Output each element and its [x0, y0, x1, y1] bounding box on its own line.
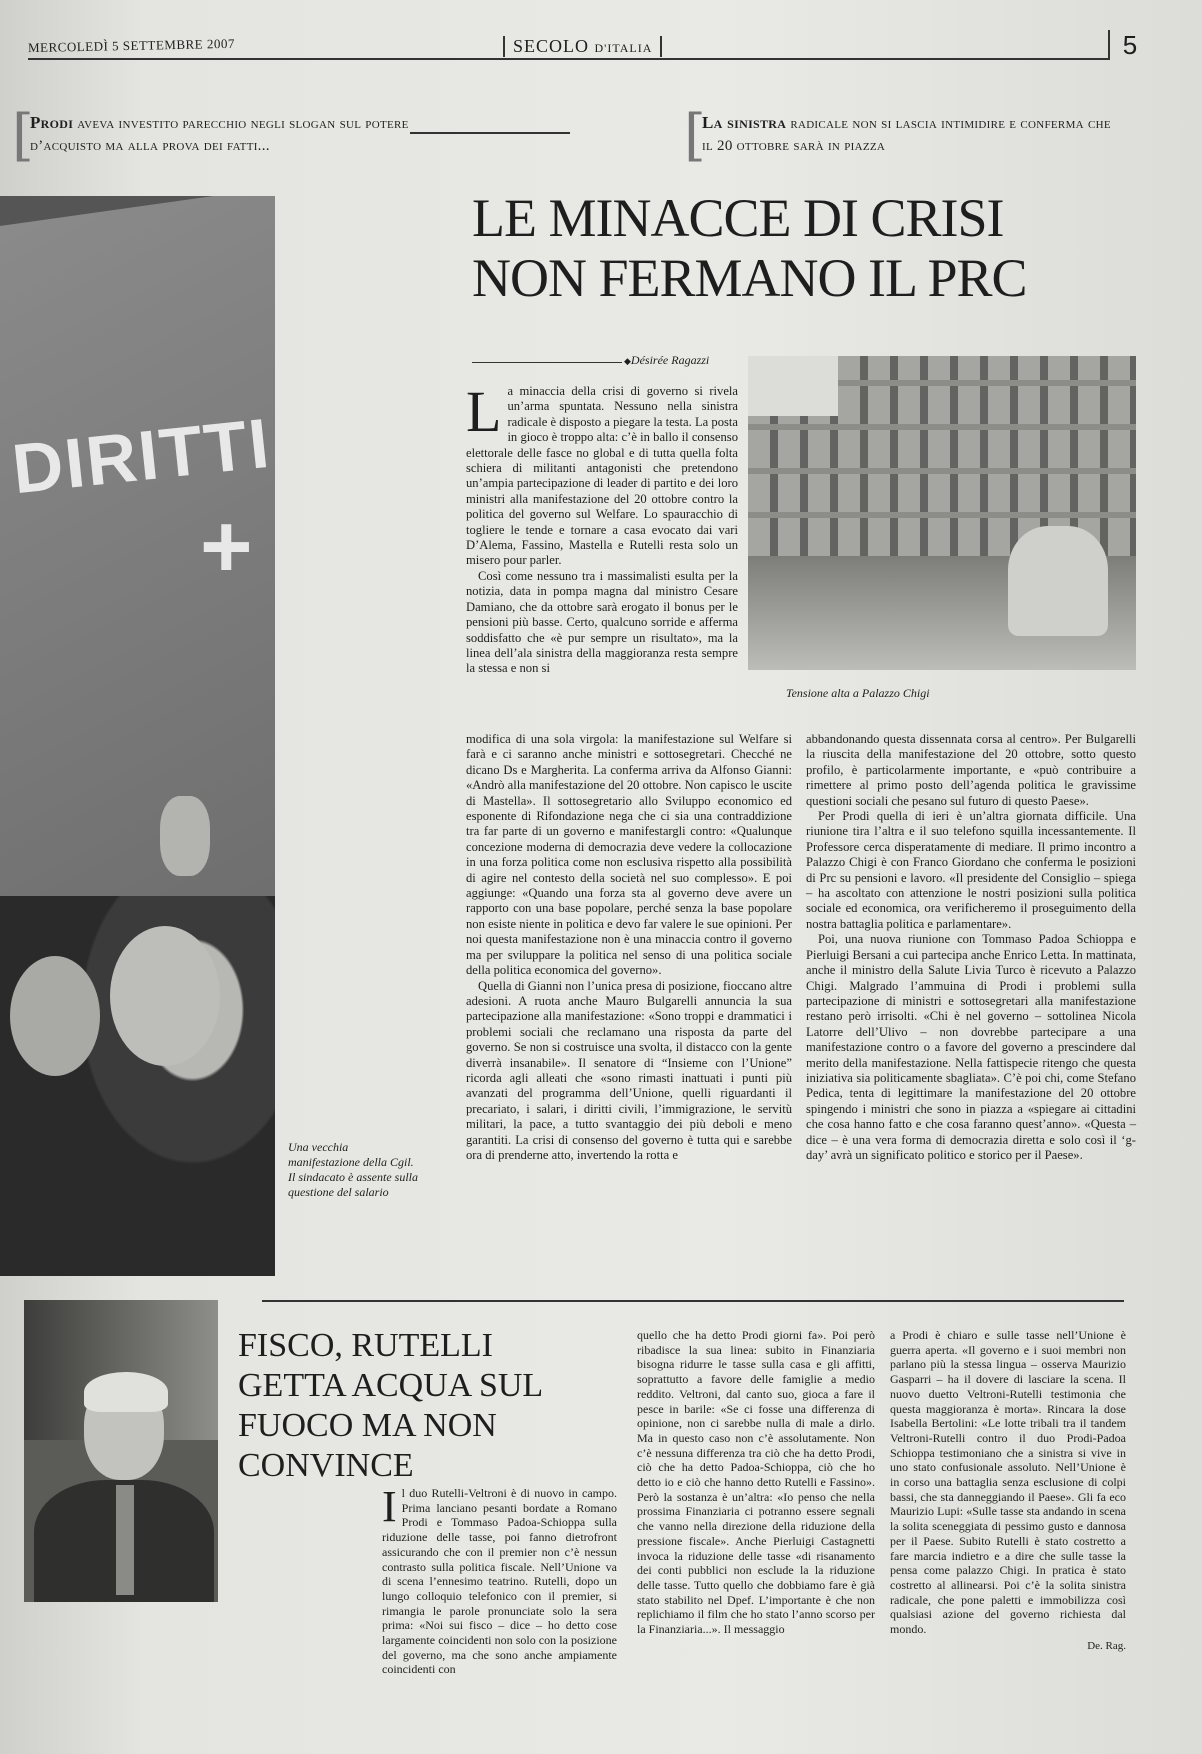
sky [748, 356, 838, 416]
article1-paragraph: modifica di una sola virgola: la manifestazione sul Welfare si farà e ci saranno anche ministri e sottosegretari. Checché ne dicano Ds e Margherita. La conferma arriva da Alfonso Gianni: «Andrò alla manifestazione del 20 ottobre. Non capisco le uscite di Mastella». Il sottosegretario allo Sviluppo economico ed esponente di Rifondazione nega che ci sia una contraddizione tra far parte di un governo e manifestargli contro: «Qualunque concezione moderna di democrazia deve vedere la collocazione in una forza politica come non esclusiva rispetto alla possibilità di agire nel contesto della società nel suo complesso». E poi aggiunge: «Quando una forza sta al governo deve avere un rapporto con una base popolare, perché senza la base popolare non esiste niente in politica e devo far valere le sue opinioni. Per noi questa manifestazione non è una minaccia contro il governo ma per sviluppare la politica nel senso di una politica sociale della politica economica del governo». [466, 732, 792, 978]
article1-column-1 [466, 379, 738, 677]
article2-column-1 [382, 1482, 617, 1677]
banner-plus: + [200, 497, 253, 597]
palazzo-chigi-photo [748, 356, 1136, 670]
article1-column-2 [466, 732, 792, 1163]
main-headline: LE MINACCE DI CRISI NON FERMANO IL PRC [472, 188, 1027, 308]
palazzo-photo-caption: Tensione alta a Palazzo Chigi [786, 686, 930, 700]
article1-paragraph: Quella di Gianni non l’unica presa di posizione, fioccano altre adesioni. A ruota anche Mauro Bulgarelli annuncia la sua partecipazione alla manifestazione: «Sono troppi e drammatici i problemi sociali che reclamano una risposta da parte del governo. Se non si costruisce una svolta, il distacco con la gente diverrà insanabile». Il senatore di “Insieme con l’Unione” ricorda agli alleati che «sono rimasti inattuati i punti più avanzati del programma dell’Unione, quelli riguardanti il precariato, i salari, i diritti civili, l’immigrazione, le servitù militari, la pace, a tutto svantaggio dei più deboli e meno garantiti. La crisi di consenso del governo è tutta qui e sarebbe ora di prenderne atto, invertendo la rotta e [466, 978, 792, 1162]
kicker-left [12, 103, 410, 168]
article2-paragraph [382, 1482, 617, 1677]
article1-paragraph [466, 379, 738, 569]
bracket-right-icon: [ [684, 103, 707, 168]
article2-column-3 [890, 1328, 1126, 1653]
masthead [28, 30, 1138, 64]
paper-name-suffix: D'ITALIA [594, 41, 653, 55]
second-headline: FISCO, RUTELLI GETTA ACQUA SUL FUOCO MA NON CONVINCE [238, 1327, 542, 1484]
raised-fist [160, 796, 210, 876]
kicker-right-lead: La sinistra [702, 113, 787, 132]
paper-name-main: SECOLO [513, 36, 590, 56]
paper-name [503, 36, 662, 57]
article1-paragraph: Così come nessuno tra i massimalisti esulta per la notizia, data in pompa magna dal ministro Cesare Damiano, che da ottobre sarà erogato il bonus per le pensioni più basse. Certo, qualcuno sorride e afferma soddisfatto che «è pur sempre un risultato», ma la linea dell’ala sinistra della maggioranza resta sempre la stessa e non si [466, 568, 738, 676]
article1-paragraph: Poi, una nuova riunione con Tommaso Padoa Schioppa e Pierluigi Bersani a cui partecipa anche Enrico Letta. In mattinata, anche il ministro della Salute Livia Turco è ricevuto a Palazzo Chigi. Malgrado l’ammuina di Prodi i problemi sulla partecipazione di ministri e sottosegretari alla manifestazione restano però irrisolti. «Chi è nel governo – sottolinea Nicola Latorre dell’Ulivo – non dovrebbe partecipare a una manifestazione contro o a favore del governo a prescindere dal merito della manifestazione. Nella fattispecie ritengo che questa iniziativa sia politicamente sbagliata». C’è poi chi, come Stefano Pedica, tenta di legittimare la manifestazione del 20 ottobre spingendo i ministri che sono in piazza a «spiegare ai cittadini che cosa hanno fatto e che cosa faranno quest’anno». «Questa – dice – è una vera forma di democrazia diretta e solo così il ‘g-day’ avrà un significato politico e storico per il Paese». [806, 932, 1136, 1162]
kicker-right [684, 103, 1122, 168]
kicker-left-rule [410, 132, 570, 134]
tie [116, 1485, 134, 1595]
hair [84, 1372, 168, 1412]
issue-date: MERCOLEDÌ 5 SETTEMBRE 2007 [27, 35, 236, 56]
protest-photo-caption: Una vecchia manifestazione della Cgil. Il sindacato è assente sulla questione del salario [288, 1140, 418, 1199]
article1-paragraph: abbandonando questa dissennata corsa al centro». Per Bulgarelli la riuscita della manifestazione del 20 ottobre, sotto questo profilo, è particolarmente importante, e «può contribuire a rimettere al primo posto dell’agenda politica le gravissime questioni sociali che pesano sul futuro di questo Paese». [806, 732, 1136, 808]
masthead-rule [28, 58, 1108, 60]
byline-rule [472, 362, 622, 363]
kicker-left-text: aveva investito parecchio negli slogan sul potere d’acquisto ma alla prova dei fatti... [30, 116, 409, 154]
paragraph-text: a minaccia della crisi di governo si rivela un’arma spuntata. Nessuno nella sinistra radicale è disposto a piegare la testa. La posta in gioco è troppo alta: c’è in ballo il consenso elettorale delle fasce no global e di tutta quella folta schiera di militanti antagonisti che pretendono un’ampia partecipazione di leader di partito e dei loro ministri alla manifestazione del 20 ottobre contro la politica del governo sul Welfare. Lo spauracchio di togliere le tende e tornare a casa evocato dai vari D’Alema, Fassino, Mastella e Rutelli resta solo un misero pour parler. [466, 384, 738, 568]
dropcap: I [382, 1482, 397, 1531]
banner-text: DIRITTI [8, 403, 275, 509]
page-number: 5 [1108, 30, 1150, 60]
article1-paragraph: Per Prodi quella di ieri è un’altra giornata difficile. Una riunione tira l’altra e il suo telefono squilla incessantemente. Il Professore cerca disperatamente di mediare. Il primo incontro a Palazzo Chigi è con Franco Giordano che conferma le posizioni di Prc su pensioni e lavoro. «Il presidente del Consiglio – spiega – ha ascoltato con attenzione le nostri posizioni sulla politica sociale ed economica, ora verificheremo il proseguimento della nostra battaglia politica e parlamentare». [806, 809, 1136, 931]
section-divider [262, 1300, 1124, 1302]
protest-photo [0, 196, 275, 1276]
protester-face [10, 956, 100, 1076]
fountain [1008, 526, 1108, 636]
byline: ◆ Désirée Ragazzi [624, 353, 709, 368]
paragraph-text: l duo Rutelli-Veltroni è di nuovo in campo. Prima lanciano pesanti bordate a Romano Prodi e Tommaso Padoa-Schioppa sulla riduzione delle tasse, poi fanno dietrofront assicurando che con il premier non c’è nessun contrasto sulla politica fiscale. Nell’Unione va di scena l’ennesimo teatrino. Rutelli, dopo un lungo colloquio telefonico con il premier, si rimangia le parole pronunciate solo la sera prima: «Noi sui fisco – dice – ho detto cose largamente coincidenti non solo con la posizione del governo, ma che sono anche ampiamente coincidenti con [382, 1486, 617, 1677]
article2-column-2 [637, 1328, 875, 1637]
dropcap: L [466, 379, 502, 444]
article2-paragraph: quello che ha detto Prodi giorni fa». Poi però ribadisce la sua linea: subito in Finanziaria bisogna ridurre le tasse sulla casa e gli affitti, soprattutto a favore delle famiglie a medio reddito. Veltroni, dal canto suo, gioca a fare il pesce in barile: «Se ci fosse una differenza di opinione, non ci sarebbe nulla di male a dirlo. Ma in questo caso non c’è assolutamente. Non c’è nessuna differenza tra ciò che ha detto Prodi, ciò che ha detto Padoa-Schioppa, ciò che ho detto io e ciò che hanno detto Rutelli e Fassino». Però la sostanza è un’altra: «Io penso che nella prossima Finanziaria ci potranno essere segnali che vanno nella direzione della riduzione della pressione fiscale». Anche Pierluigi Castagnetti invoca la riduzione delle tasse «di risanamento dei conti pubblici non esclude la la riduzione delle tasse. Tutto quello che dobbiamo fare è già stato stabilito nel Dpef. L’importante è che non replichiamo il film che ho stato l’anno scorso per la Finanziaria...». Il messaggio [637, 1328, 875, 1637]
kicker-left-lead: Prodi [30, 113, 74, 132]
bracket-left-icon: [ [12, 103, 35, 168]
rutelli-photo [24, 1300, 218, 1602]
article2-paragraph: a Prodi è chiaro e sulle tasse nell’Unione è guerra aperta. «Il governo e i suoi membri non parlano più la stessa lingua – osserva Maurizio Gasparri – ha il dovere di lasciare la scena. Il nuovo duetto Veltroni-Rutelli testimonia che questa maggioranza è morta». Rincara la dose Isabella Bertolini: «Le lotte tribali tra il tandem Veltroni-Rutelli contro il duo Prodi-Padoa Schioppa testimoniano che a sinistra si vive in uno stato confusionale assoluto. Nell’Unione è in corso una battaglia senza esclusione di colpi bassi, che sta danneggiando il Paese». Gli fa eco Maurizio Lupi: «Sulle tasse sta andando in scena la solita sceneggiata di pessimo gusto e dannosa per il Paese. Subito Rutelli è stato costretto a fare marcia indietro e a dire che sulle tasse la pensa come palazzo Chigi. In pratica è stato costretto al allinearsi. Poi c’è la solita sinistra radicale, che pone paletti e immobilizza così qualsiasi azione del governo richiesta dal mondo. [890, 1328, 1126, 1637]
kicker-right-text: radicale non si lascia intimidire e conferma che il 20 ottobre sarà in piazza [702, 116, 1111, 154]
article1-column-3 [806, 732, 1136, 1163]
protester-face [110, 926, 220, 1066]
author-signature: De. Rag. [1087, 1639, 1126, 1652]
